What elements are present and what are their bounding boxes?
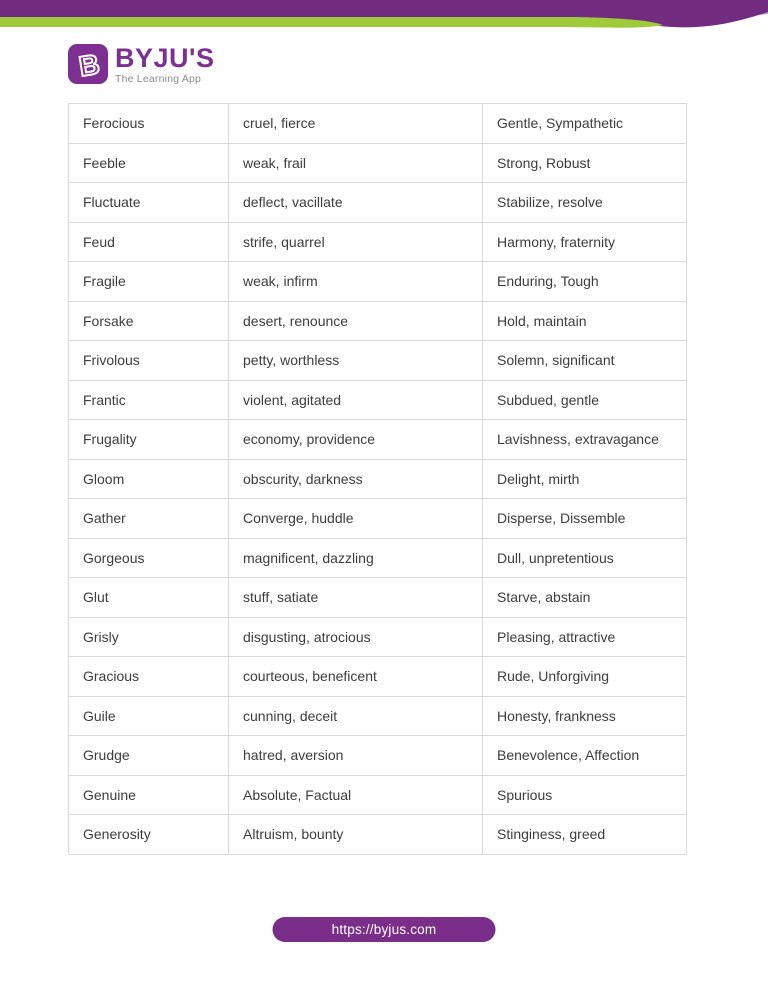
antonyms-cell: Honesty, frankness <box>483 696 687 736</box>
byjus-logo <box>68 44 214 85</box>
antonyms-cell: Harmony, fraternity <box>483 222 687 262</box>
synonyms-cell: stuff, satiate <box>229 578 483 618</box>
antonyms-cell: Subdued, gentle <box>483 380 687 420</box>
word-cell: Grudge <box>69 736 229 776</box>
word-cell: Fragile <box>69 262 229 302</box>
table-row <box>69 499 687 539</box>
word-cell: Feud <box>69 222 229 262</box>
table-row <box>69 420 687 460</box>
logo-wordmark: BYJU'S <box>115 43 215 73</box>
table-row <box>69 815 687 855</box>
antonyms-cell: Strong, Robust <box>483 143 687 183</box>
table-row <box>69 341 687 381</box>
word-cell: Ferocious <box>69 104 229 144</box>
word-cell: Glut <box>69 578 229 618</box>
table-row <box>69 538 687 578</box>
word-cell: Frantic <box>69 380 229 420</box>
antonyms-cell: Hold, maintain <box>483 301 687 341</box>
antonyms-cell: Lavishness, extravagance <box>483 420 687 460</box>
antonyms-cell: Solemn, significant <box>483 341 687 381</box>
synonyms-cell: magnificent, dazzling <box>229 538 483 578</box>
antonyms-cell: Starve, abstain <box>483 578 687 618</box>
word-cell: Gracious <box>69 657 229 697</box>
antonyms-cell: Stabilize, resolve <box>483 183 687 223</box>
byjus-b-icon <box>68 44 108 84</box>
header-green-swoosh-shape <box>0 17 663 28</box>
synonyms-cell: deflect, vacillate <box>229 183 483 223</box>
antonyms-cell: Enduring, Tough <box>483 262 687 302</box>
table-row <box>69 736 687 776</box>
logo-tagline: The Learning App <box>115 73 202 85</box>
table-row <box>69 143 687 183</box>
synonyms-cell: petty, worthless <box>229 341 483 381</box>
synonyms-cell: weak, frail <box>229 143 483 183</box>
antonyms-cell: Gentle, Sympathetic <box>483 104 687 144</box>
antonyms-cell: Disperse, Dissemble <box>483 499 687 539</box>
table-row <box>69 262 687 302</box>
word-cell: Genuine <box>69 775 229 815</box>
antonyms-cell: Delight, mirth <box>483 459 687 499</box>
antonyms-cell: Benevolence, Affection <box>483 736 687 776</box>
word-cell: Frivolous <box>69 341 229 381</box>
word-cell: Forsake <box>69 301 229 341</box>
table-row <box>69 380 687 420</box>
byjus-url-pill[interactable] <box>273 917 496 942</box>
word-cell: Gather <box>69 499 229 539</box>
synonyms-cell: cunning, deceit <box>229 696 483 736</box>
synonyms-cell: hatred, aversion <box>229 736 483 776</box>
word-cell: Gorgeous <box>69 538 229 578</box>
table-row <box>69 301 687 341</box>
synonyms-cell: cruel, fierce <box>229 104 483 144</box>
antonyms-cell: Dull, unpretentious <box>483 538 687 578</box>
antonyms-cell: Spurious <box>483 775 687 815</box>
antonyms-cell: Pleasing, attractive <box>483 617 687 657</box>
word-cell: Fluctuate <box>69 183 229 223</box>
table-row <box>69 578 687 618</box>
table-row <box>69 104 687 144</box>
synonyms-cell: Altruism, bounty <box>229 815 483 855</box>
synonyms-cell: economy, providence <box>229 420 483 460</box>
word-cell: Feeble <box>69 143 229 183</box>
table-row <box>69 617 687 657</box>
synonyms-cell: Converge, huddle <box>229 499 483 539</box>
synonyms-cell: courteous, beneficent <box>229 657 483 697</box>
word-cell: Gloom <box>69 459 229 499</box>
table-row <box>69 775 687 815</box>
synonyms-cell: strife, quarrel <box>229 222 483 262</box>
antonyms-cell: Rude, Unforgiving <box>483 657 687 697</box>
synonyms-cell: obscurity, darkness <box>229 459 483 499</box>
table-row <box>69 222 687 262</box>
table-row <box>69 657 687 697</box>
svg-text:B: B <box>76 48 102 83</box>
synonyms-cell: Absolute, Factual <box>229 775 483 815</box>
table-row <box>69 183 687 223</box>
word-cell: Guile <box>69 696 229 736</box>
header-swoosh <box>0 0 768 44</box>
byjus-url-text: https://byjus.com <box>331 922 437 937</box>
synonyms-cell: weak, infirm <box>229 262 483 302</box>
synonyms-cell: desert, renounce <box>229 301 483 341</box>
word-cell: Grisly <box>69 617 229 657</box>
word-cell: Generosity <box>69 815 229 855</box>
antonyms-cell: Stinginess, greed <box>483 815 687 855</box>
word-cell: Frugality <box>69 420 229 460</box>
synonyms-cell: disgusting, atrocious <box>229 617 483 657</box>
synonym-antonym-table <box>68 103 687 855</box>
synonyms-cell: violent, agitated <box>229 380 483 420</box>
table-row <box>69 459 687 499</box>
table-row <box>69 696 687 736</box>
